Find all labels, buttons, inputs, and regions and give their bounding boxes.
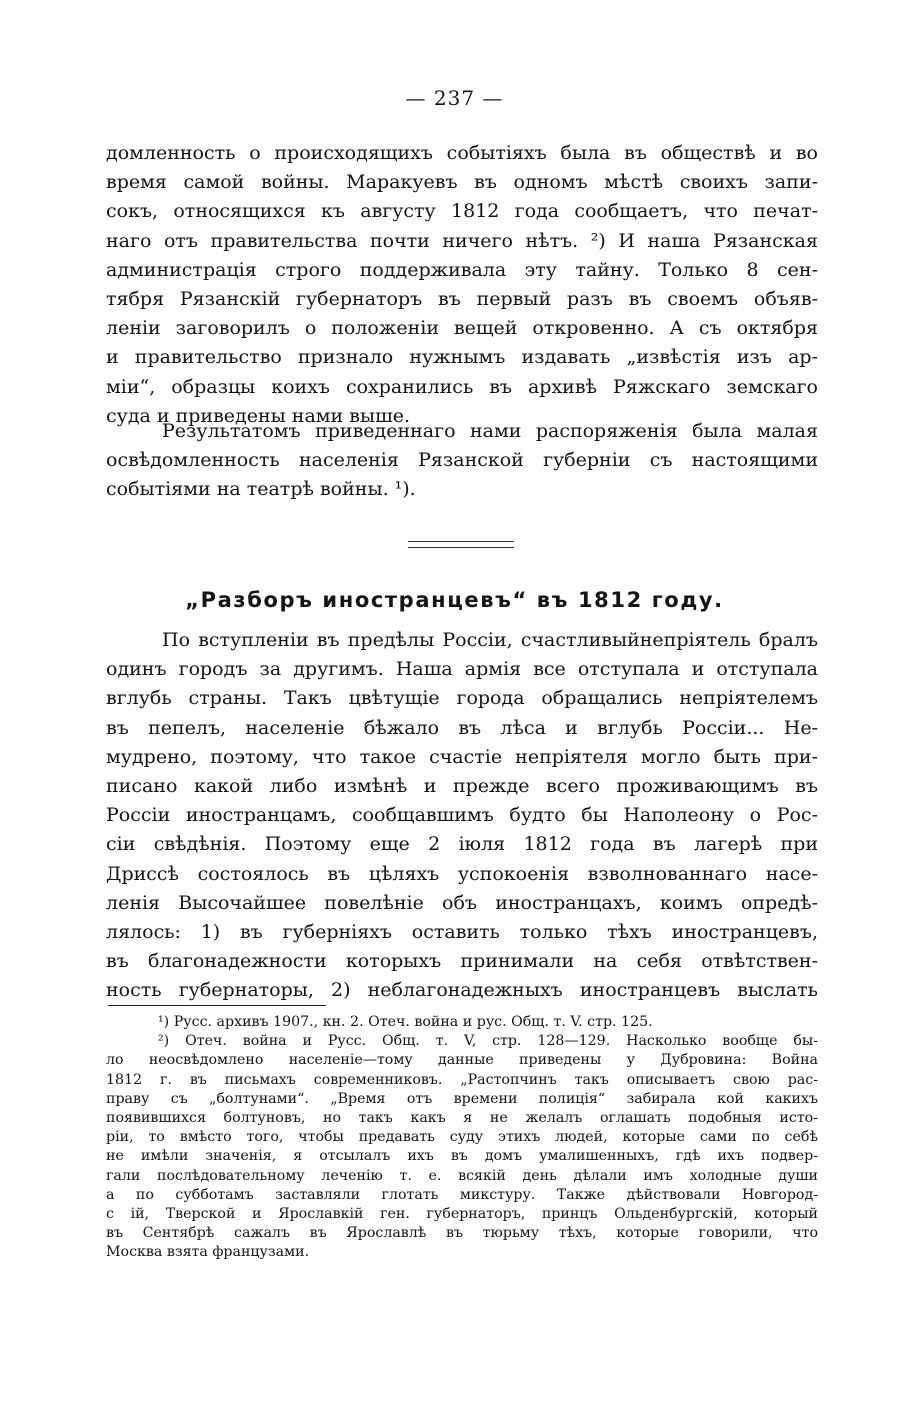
footnote-2: ²) Отеч. война и Русс. Общ. т. V, стр. 128—129. Насколько вообще бы- xyxy=(158,1033,818,1050)
text-line: Россіи иностранцамъ, сообщавшимъ будто бы Наполеону о Рос- xyxy=(106,804,818,827)
footnote-line: праву съ „болтунами“. „Время отъ времени полиція“ забирала кой какихъ xyxy=(106,1090,818,1107)
footnote-line: Москва взята французами. xyxy=(106,1244,310,1261)
text-line: вглубь страны. Такъ цвѣтущіе города обращались непріятелемъ xyxy=(106,687,818,710)
text-line: освѣдомленность населенія Рязанской губерніи съ настоящими xyxy=(106,449,818,472)
text-line: міи“, образцы коихъ сохранились въ архивѣ Ряжскаго земскаго xyxy=(106,375,818,398)
section-divider xyxy=(408,541,514,548)
text-line: администрація строго поддерживала эту тайну. Только 8 сен- xyxy=(106,258,818,281)
footnote-line: появившихся болтуновъ, но такъ какъ я не желалъ оглашать подобныя исто- xyxy=(106,1109,818,1126)
footnote-line: 1812 г. въ письмахъ современниковъ. „Растопчинъ такъ описываетъ свою рас- xyxy=(106,1071,818,1088)
text-line: По вступленіи въ предѣлы Россіи, счастливыйнепріятель бралъ xyxy=(162,629,818,651)
text-line: сокъ, относящихся къ августу 1812 года сообщаетъ, что печат- xyxy=(106,200,818,223)
text-line: писано какой либо измѣнѣ и прежде всего проживающимъ въ xyxy=(106,774,818,797)
paragraph-continuation xyxy=(106,139,818,431)
footnote-line: ло неосвѣдомлено населеніе—тому данные приведены у Дубровина: Война xyxy=(106,1052,818,1069)
text-line: суда и приведены нами выше. xyxy=(106,404,411,427)
text-line: мудрено, поэтому, что такое счастіе непріятеля могло быть при- xyxy=(106,745,818,768)
text-line: Результатомъ приведеннаго нами распоряженія была малая xyxy=(162,420,818,442)
footnote-line: с ій, Тверской и Ярославкій ген. губернаторъ, принцъ Ольденбургскій, который xyxy=(106,1205,818,1222)
footnote-line: гали послѣдовательному леченію т. е. всякій день дѣлали имъ холодные души xyxy=(106,1167,818,1184)
page-number: — 237 — xyxy=(405,86,504,110)
paragraph-section-body xyxy=(106,626,818,1005)
footnote-line: а по субботамъ заставляли глотать микстуру. Также дѣйствовали Новгород- xyxy=(106,1186,818,1203)
text-line: событіями на театрѣ войны. ¹). xyxy=(106,478,416,501)
text-line: въ благонадежности которыхъ принимали на себя отвѣтствен- xyxy=(106,950,818,973)
footnote-rule xyxy=(108,1005,326,1006)
text-line: ность губернаторы, 2) неблагонадежныхъ иностранцевъ выслать xyxy=(106,979,818,1002)
text-line: лялось: 1) въ губерніяхъ оставить только тѣхъ иностранцевъ, xyxy=(106,920,818,943)
text-line: наго отъ правительства почти ничего нѣтъ. ²) И наша Рязанская xyxy=(106,229,818,252)
footnote-line: въ Сентябрѣ сажалъ въ Ярославлѣ въ тюрьму тѣхъ, которые говорили, что xyxy=(106,1225,818,1242)
text-line: и правительство признало нужнымъ издавать „извѣстія изъ ар- xyxy=(106,346,818,369)
text-line: тября Рязанскій губернаторъ въ первый разъ въ своемъ объяв- xyxy=(106,287,818,310)
text-line: леніи заговорилъ о положеніи вещей откровенно. А съ октября xyxy=(106,317,818,340)
text-line: время самой войны. Маракуевъ въ одномъ мѣстѣ своихъ запи- xyxy=(106,171,818,194)
text-line: сіи свѣдѣнія. Поэтому еще 2 іюля 1812 года въ лагерѣ при xyxy=(106,833,818,856)
text-line: Дриссѣ состоялось въ цѣляхъ успокоенія взволнованнаго насе- xyxy=(106,862,818,885)
footnote-line: не имѣли значенія, я отсылалъ ихъ въ домъ умалишенныхъ, гдѣ ихъ подвер- xyxy=(106,1148,818,1165)
text-line: ленія Высочайшее повелѣніе объ иностранцахъ, коимъ опредѣ- xyxy=(106,891,818,914)
text-line: въ пепелъ, населеніе бѣжало въ лѣса и вглубь Россіи... Не- xyxy=(106,716,818,739)
paragraph-result xyxy=(106,417,818,505)
footnote-line: ріи, то вмѣсто того, чтобы предавать суду этихъ людей, которые сами по себѣ xyxy=(106,1129,818,1146)
text-line: домленность о происходящихъ событіяхъ была въ обществѣ и во xyxy=(106,142,818,164)
footnote-1: ¹) Русс. архивъ 1907., кн. 2. Отеч. война и рус. Общ. т. V. стр. 125. xyxy=(158,1014,653,1030)
text-line: одинъ городъ за другимъ. Наша армія все отступала и отступала xyxy=(106,658,818,681)
footnotes xyxy=(106,1013,818,1262)
section-title: „Разборъ иностранцевъ“ въ 1812 году. xyxy=(185,588,724,612)
